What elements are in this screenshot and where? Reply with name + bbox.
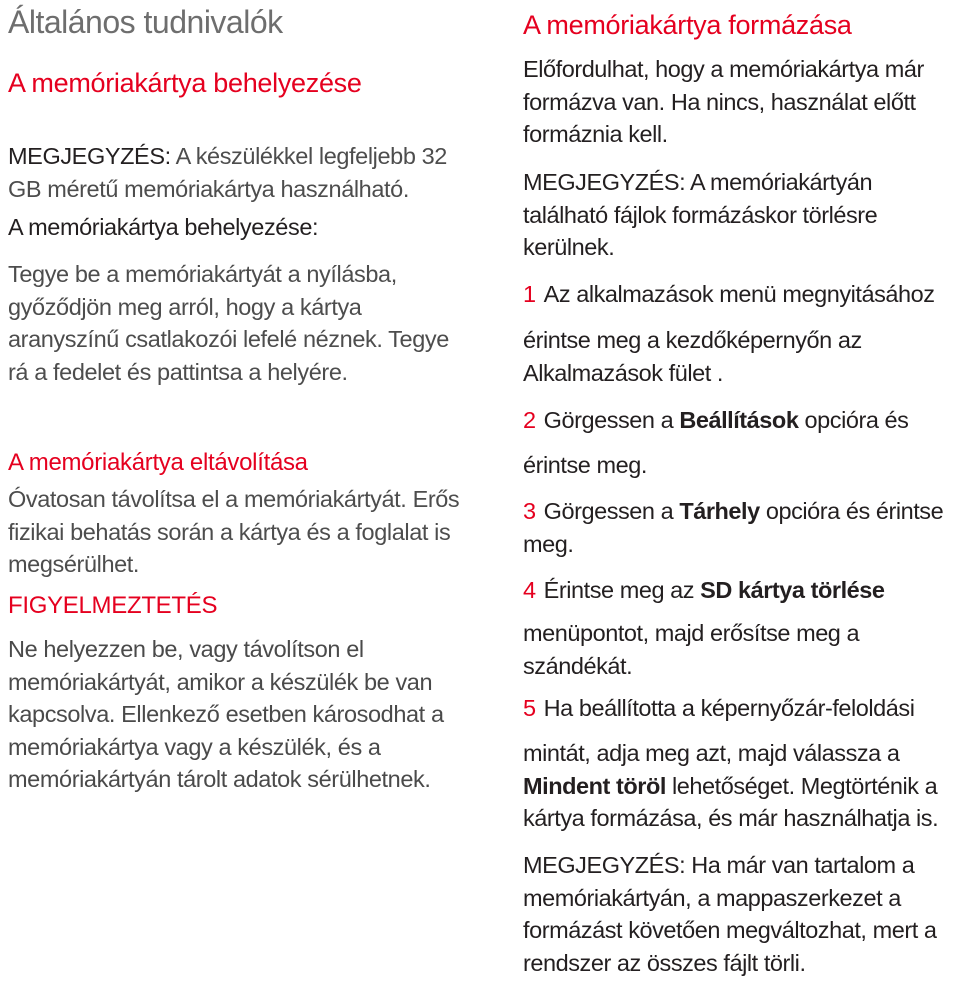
- step-text: Az alkalmazások menü megnyitásához: [543, 281, 935, 307]
- step-number: 1: [523, 281, 536, 307]
- insert-instructions: Tegye be a memóriakártyát a nyílásba, győződjön meg arról, hogy a kártya aranyszínű csatlakozói lefelé néznek. Tegye rá a fedelet és pattintsa a helyére.: [8, 261, 449, 385]
- step-4: 4 Érintse meg az SD kártya törlése: [523, 577, 885, 603]
- note-text: A memóriakártyán található fájlok formázáskor törlésre kerülnek.: [523, 169, 878, 260]
- step-3: 3 Görgessen a Tárhely opcióra és érintse meg.: [523, 498, 944, 557]
- step-number: 3: [523, 498, 536, 524]
- step-2-continued: érintse meg.: [523, 452, 647, 478]
- remove-text: Óvatosan távolítsa el a memóriakártyát. Erős fizikai behatás során a kártya és a foglalat is megsérülhet.: [8, 486, 460, 577]
- step-5: 5 Ha beállította a képernyőzár-feloldási: [523, 695, 915, 721]
- format-heading: A memóriakártya formázása: [523, 10, 852, 40]
- settings-option: Beállítások: [679, 407, 799, 433]
- step-number: 2: [523, 407, 536, 433]
- erase-all-option: Mindent töröl: [523, 772, 666, 799]
- insert-subheading: A memóriakártya behelyezése:: [8, 214, 319, 240]
- format-intro: Előfordulhat, hogy a memóriakártya már formázva van. Ha nincs, használat előtt formáznia kell.: [523, 56, 924, 147]
- warning-heading: FIGYELMEZTETÉS: [8, 592, 218, 619]
- note-label: MEGJEGYZÉS:: [523, 852, 686, 878]
- step-4-continued: menüpontot, majd erősítse meg a szándékát.: [523, 620, 860, 679]
- note-format: [523, 166, 923, 264]
- step-1: [523, 278, 960, 311]
- note-insert: [8, 140, 468, 205]
- note-text: A készülékkel legfeljebb 32 GB méretű memóriakártya használható.: [8, 143, 447, 202]
- remove-heading: A memóriakártya eltávolítása: [8, 449, 308, 476]
- step-number: 5: [523, 695, 536, 721]
- step-2: 2 Görgessen a Beállítások opcióra és: [523, 407, 909, 433]
- note-text: Ha már van tartalom a memóriakártyán, a mappaszerkezet a formázást követően megváltozhat, mert a rendszer az összes fájlt törli.: [523, 852, 937, 976]
- insert-heading: A memóriakártya behelyezése: [8, 68, 362, 98]
- note-label: MEGJEGYZÉS:: [8, 143, 171, 169]
- storage-option: Tárhely: [679, 498, 760, 524]
- step-1-continued: érintse meg a kezdőképernyőn az Alkalmazások fület .: [523, 327, 862, 386]
- warning-text: Ne helyezzen be, vagy távolítson el memóriakártyát, amikor a készülék be van kapcsolva. Ellenkező esetben károsodhat a memóriakártya vagy a készülék, és a memóriakártyán tárolt adatok sérülhetnek.: [8, 636, 444, 792]
- page-title: Általános tudnivalók: [8, 4, 283, 40]
- erase-sd-option: SD kártya törlése: [700, 577, 885, 603]
- step-5-continued: mintát, adja meg azt, majd válassza a Mindent töröl lehetőséget. Megtörténik a kártya formázása, és már használhatja is.: [523, 740, 939, 831]
- note-format-content: [523, 849, 953, 979]
- step-number: 4: [523, 577, 536, 603]
- note-label: MEGJEGYZÉS:: [523, 169, 686, 195]
